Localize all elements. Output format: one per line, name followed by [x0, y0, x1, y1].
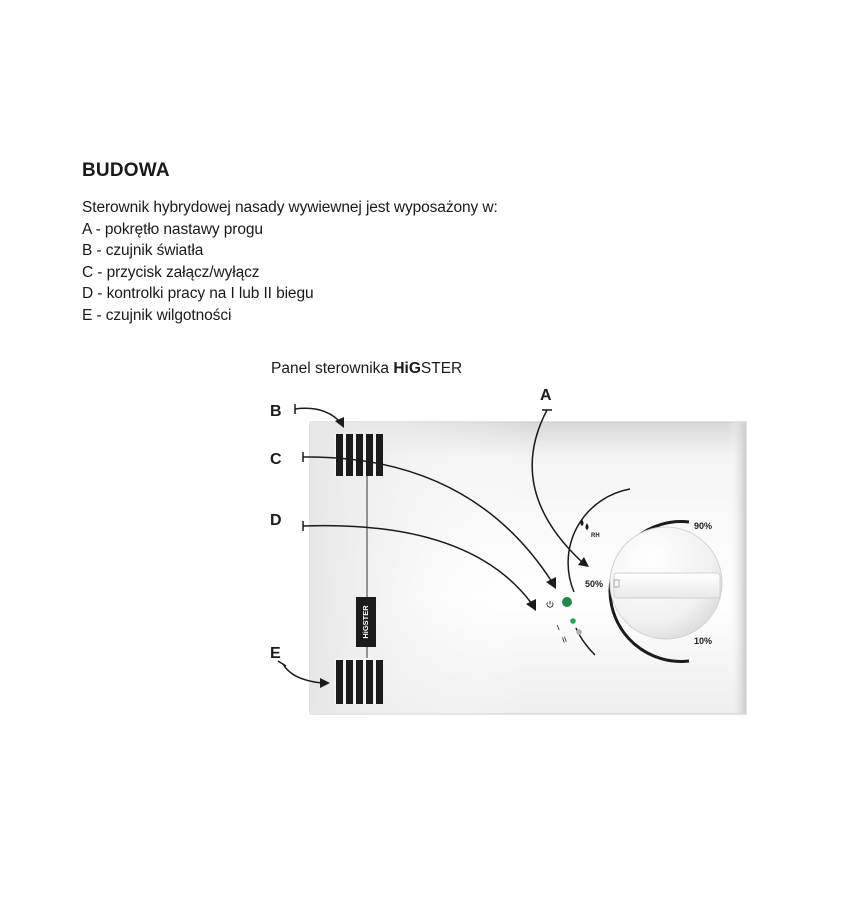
dial-label-max: 90% [694, 521, 713, 531]
callout-label-e: E [270, 645, 281, 662]
description-item-b: B - czujnik światła [82, 242, 204, 260]
callout-label-a: A [540, 387, 552, 404]
callout-label-d: D [270, 512, 282, 529]
caption-brand-rest: STER [420, 360, 463, 377]
threshold-knob[interactable] [610, 527, 722, 639]
section-heading: BUDOWA [82, 160, 170, 181]
humidity-sensor-grille [334, 658, 383, 704]
description-item-d: D - kontrolki pracy na I lub II biegu [82, 285, 314, 303]
brand-badge-label: HiGSTER [360, 605, 370, 639]
rh-label: RH [591, 533, 600, 539]
description-intro: Sterownik hybrydowej nasady wywiewnej jest wyposażony w: [82, 199, 498, 216]
brand-badge [356, 597, 376, 647]
caption-prefix: Panel sterownika [271, 360, 394, 377]
description-item-e: E - czujnik wilgotności [82, 306, 232, 324]
light-sensor-grille [334, 434, 383, 476]
speed-2-led [576, 629, 582, 635]
description-item-c: C - przycisk załącz/wyłącz [82, 263, 260, 281]
speed-2-mark: II [560, 634, 569, 645]
caption-brand-bold: HiG [393, 360, 421, 377]
callout-label-b: B [270, 403, 282, 420]
speed-1-mark: I [555, 623, 561, 633]
power-button[interactable] [562, 597, 572, 607]
description-item-a: A - pokrętło nastawy progu [82, 220, 263, 238]
dial-label-mid: 50% [585, 579, 604, 589]
speed-1-led [570, 618, 576, 624]
callout-label-c: C [270, 451, 282, 468]
dial-label-min: 10% [694, 636, 713, 646]
